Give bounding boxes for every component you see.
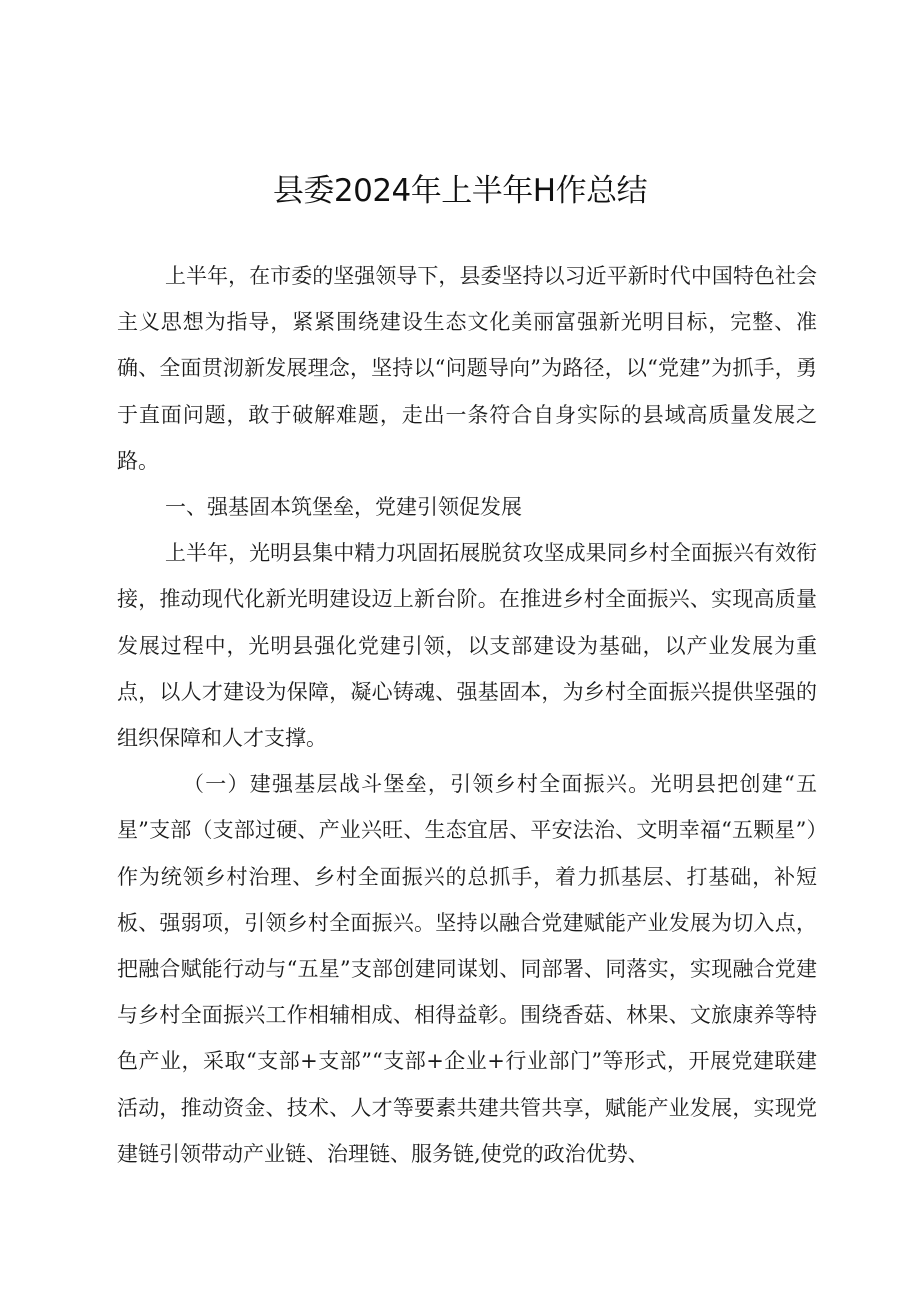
intro-paragraph: 上半年，在市委的坚强领导下，县委坚持以习近平新时代中国特色社会主义思想为指导，紧紧围绕建设生态文化美丽富强新光明目标，完整、准确、全面贯沏新发展理念，坚持以“问题导向”为路径，以“党建”为抓手，勇于直面问题，敢于破解难题，走出一条符合自身实际的县域高质量发展之路。 [117, 264, 817, 473]
subsection-paragraph: （一）建强基层战斗堡垒，引领乡村全面振兴。光明县把创建“五星”支部（支部过硬、产业兴旺、生态宜居、平安法治、文明幸福“五颗星”）作为统领乡村治理、乡村全面振兴的总抓手，着力抓基层、打基础，补短板、强弱项，引领乡村全面振兴。坚持以融合党建赋能产业发展为切入点，把融合赋能行动与“五星”支部创建同谋划、同部署、同落实，实现融合党建与乡村全面振兴工作相辅相成、相得益彰。围绕香菇、林果、文旅康养等特色产业，采取“支部+支部”“支部+企业+行业部门”等形式，开展党建联建活动，推动资金、技术、人才等要素共建共管共享，赋能产业发展，实现党建链引领带动产业链、治理链、服务链,使党的政治优势、 [117, 772, 817, 1166]
document-body [117, 253, 817, 1177]
document-title: 县委2024年上半年H作总结 [272, 173, 648, 209]
section-heading: 一、强基固本筑堡垒，党建引领促发展 [165, 495, 522, 520]
section-paragraph: 上半年，光明县集中精力巩固拓展脱贫攻坚成果同乡村全面振兴有效衔接，推动现代化新光明建设迈上新台阶。在推进乡村全面振兴、实现高质量发展过程中，光明县强化党建引领，以支部建设为基础，以产业发展为重点，以人才建设为保障，凝心铸魂、强基固本，为乡村全面振兴提供坚强的组织保障和人才支撑。 [117, 541, 817, 751]
